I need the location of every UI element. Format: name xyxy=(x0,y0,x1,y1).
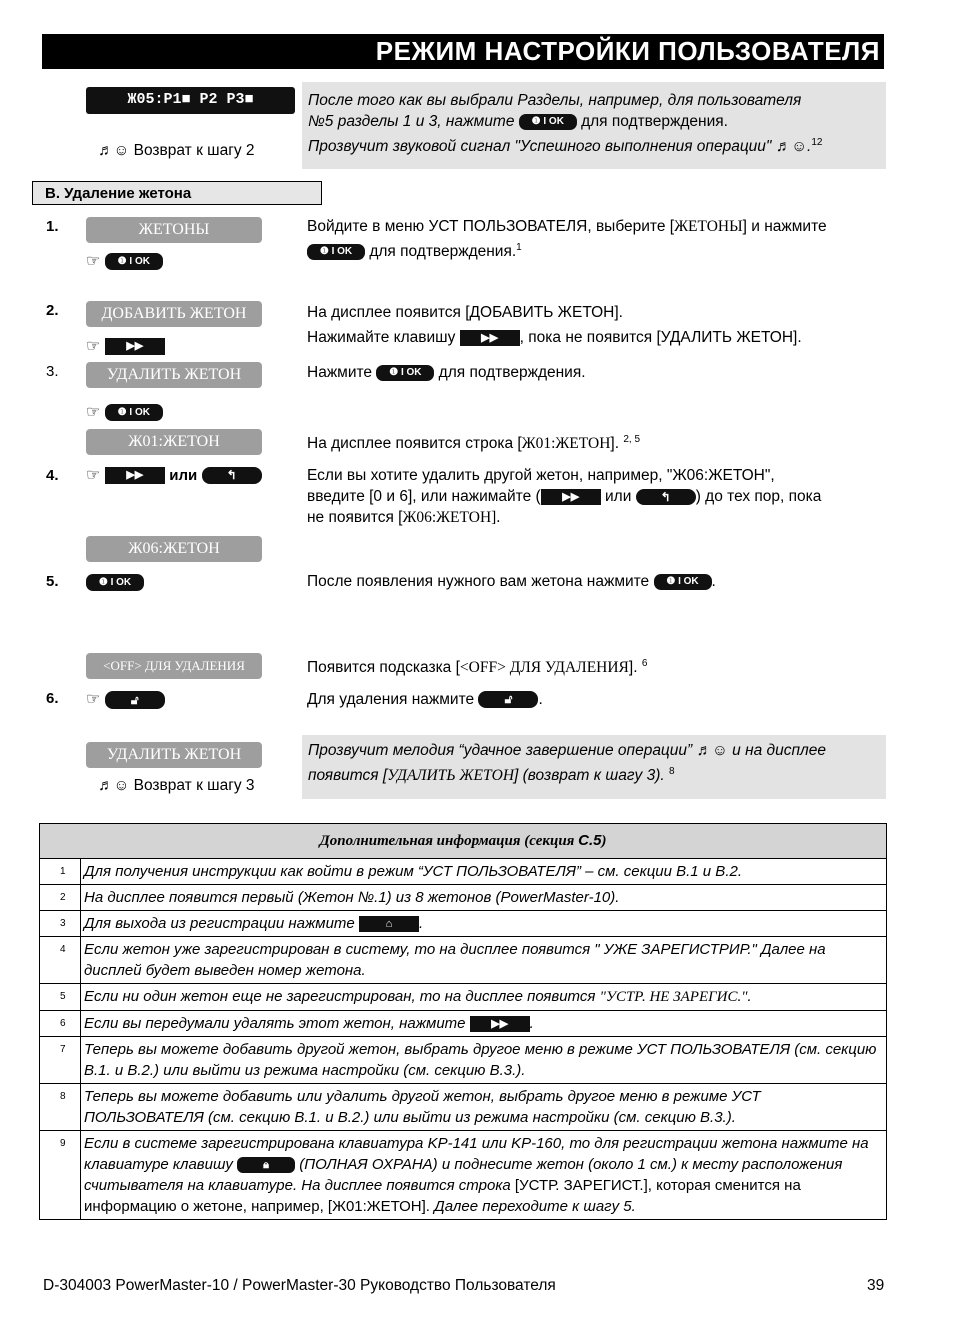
note-number: 3 xyxy=(40,911,81,937)
menu-display: УДАЛИТЬ ЖЕТОН xyxy=(86,362,262,388)
step1-text xyxy=(307,216,887,262)
page-title: РЕЖИМ НАСТРОЙКИ ПОЛЬЗОВАТЕЛЯ xyxy=(42,34,884,69)
note-text xyxy=(81,984,887,1011)
step5-action xyxy=(86,574,144,592)
menu-display: ЖЕТОНЫ xyxy=(86,217,262,243)
section-heading: B. Удаление жетона xyxy=(32,181,322,205)
table-row xyxy=(40,1037,887,1084)
footer-doc-title: D-304003 PowerMaster-10 / PowerMaster-30 Руководство Пользователя xyxy=(43,1277,556,1294)
step-number: 3. xyxy=(46,363,59,380)
ok-button[interactable]: ❶ I OK xyxy=(519,114,577,130)
step3-text-a: Нажмите xyxy=(307,364,373,381)
step3b-text-b: ]. xyxy=(610,435,620,453)
menu-display: УДАЛИТЬ ЖЕТОН xyxy=(86,742,262,768)
step3b-text-menu: Ж01:ЖЕТОН xyxy=(521,435,611,453)
or-label: или xyxy=(169,467,198,484)
back-button[interactable]: ↰ xyxy=(636,489,696,505)
table-row xyxy=(40,885,887,911)
unlock-button[interactable]: 🔓︎ xyxy=(478,691,538,708)
footnote-ref: 8 xyxy=(668,766,675,777)
step1-text-menu: ЖЕТОНЫ xyxy=(674,218,743,235)
step-number: 6. xyxy=(46,690,59,707)
top-note-line3 xyxy=(308,132,886,157)
home-button[interactable]: ⌂ xyxy=(359,916,419,932)
table-row xyxy=(40,911,887,937)
back-button[interactable]: ↰ xyxy=(202,467,262,484)
table-row xyxy=(40,1131,887,1220)
note-text-end: . xyxy=(529,1015,534,1032)
note-text-a: Для выхода из регистрации нажмите xyxy=(84,915,355,932)
forward-button[interactable]: ▶▶ xyxy=(460,330,520,346)
bottom-note-menu: УДАЛИТЬ ЖЕТОН xyxy=(387,767,515,785)
forward-button[interactable]: ▶▶ xyxy=(105,467,165,484)
step-number: 1. xyxy=(46,218,59,235)
step-number: 4. xyxy=(46,467,59,484)
lcd-display: Ж05:P1■ P2 P3■ xyxy=(86,87,295,114)
step1-text-c: для подтверждения. xyxy=(369,243,517,261)
note-text xyxy=(81,1131,887,1220)
unlock-button[interactable]: 🔓︎ xyxy=(105,691,165,709)
step1-text-a: Войдите в меню УСТ ПОЛЬЗОВАТЕЛЯ, выберите [ xyxy=(307,218,675,235)
note-text: Если жетон уже зарегистрирован в систему, то на дисплее появится " УЖЕ ЗАРЕГИСТРИР." Далее на дисплей будет выведен номер жетона. xyxy=(81,937,887,984)
step6-text-end: . xyxy=(538,691,543,708)
table-row xyxy=(40,937,887,984)
note-text-end: . xyxy=(747,988,752,1005)
step4-text-d: не появится [ xyxy=(307,509,403,526)
forward-button[interactable]: ▶▶ xyxy=(541,489,601,505)
step6-text xyxy=(307,689,887,710)
bottom-note-line2-b: ] (возврат к шагу 3). xyxy=(514,767,665,785)
note-text: На дисплее появится первый (Жетон №.1) из 8 жетонов (PowerMaster-10). xyxy=(81,885,887,911)
note-text-b: (ПОЛНАЯ ОХРАНА) и поднесите жетон (около 1 см.) к месту расположения считывателя на клавиатуре. На дисплее появится строка xyxy=(84,1156,843,1194)
press-hand-icon: ☞ xyxy=(86,253,101,270)
step5b-text-b: ]. xyxy=(628,659,638,677)
lock-button[interactable]: 🔒︎ xyxy=(237,1157,295,1173)
step3b-text-a: На дисплее появится строка [ xyxy=(307,435,522,453)
step-number: 2. xyxy=(46,302,59,319)
note-number: 9 xyxy=(40,1131,81,1220)
page-number: 39 xyxy=(867,1277,885,1294)
note-text xyxy=(81,1011,887,1037)
step4-text-line1: Если вы хотите удалить другой жетон, например, "Ж06:ЖЕТОН", xyxy=(307,467,775,484)
step4-action xyxy=(86,465,262,485)
note-text-c: [УСТР. ЗАРЕГИСТ.], которая сменится на информацию о жетоне, например, [Ж01:ЖЕТОН]. xyxy=(84,1177,801,1215)
bottom-note-line2 xyxy=(308,761,886,786)
table-row xyxy=(40,1084,887,1131)
notes-table xyxy=(39,823,887,1220)
step3b-text xyxy=(307,429,887,454)
step4-text-or: или xyxy=(605,488,632,505)
ok-button[interactable]: ❶ I OK xyxy=(105,253,163,270)
step2-text-a: Нажимайте клавишу xyxy=(307,329,456,346)
step4-text xyxy=(307,465,887,528)
footnote-ref: 12 xyxy=(811,137,823,148)
table-row xyxy=(40,859,887,885)
step5b-text xyxy=(307,653,887,678)
step1-action xyxy=(86,251,163,271)
menu-display: <OFF> ДЛЯ УДАЛЕНИЯ xyxy=(86,653,262,679)
notes-header xyxy=(40,824,887,859)
note-number: 2 xyxy=(40,885,81,911)
note-number: 4 xyxy=(40,937,81,984)
note-number: 7 xyxy=(40,1037,81,1084)
press-hand-icon: ☞ xyxy=(86,338,101,355)
footnote-ref: 6 xyxy=(641,658,648,669)
step5-text-a: После появления нужного вам жетона нажмите xyxy=(307,573,650,590)
step-number: 5. xyxy=(46,573,59,590)
back-to-step-text: ♬☺ Возврат к шагу 2 xyxy=(98,142,255,159)
step2-text xyxy=(307,300,887,350)
step2-text-line1: На дисплее появится [ДОБАВИТЬ ЖЕТОН]. xyxy=(307,304,623,321)
note-text-end: . xyxy=(418,915,424,932)
note-text: Теперь вы можете добавить или удалить другой жетон, выбрать другое меню в режиме УСТ ПОЛЬЗОВАТЕЛЯ (см. секцию B.1. и B.2.) или выйти из режима настройки (см. секцию B.3.). xyxy=(81,1084,887,1131)
notes-header-a: Дополнительная информация (секция xyxy=(319,833,579,849)
step4-text-c: ) до тех пор, пока xyxy=(695,488,822,505)
note-number: 1 xyxy=(40,859,81,885)
step3-action xyxy=(86,402,163,422)
ok-button[interactable]: ❶ I OK xyxy=(654,574,712,590)
menu-display: Ж01:ЖЕТОН xyxy=(86,429,262,455)
press-hand-icon: ☞ xyxy=(86,404,101,421)
menu-display: Ж06:ЖЕТОН xyxy=(86,536,262,562)
top-note xyxy=(302,82,886,169)
bottom-note xyxy=(302,735,886,799)
note-text: Теперь вы можете добавить другой жетон, выбрать другое меню в режиме УСТ ПОЛЬЗОВАТЕЛЯ (см. секцию B.1. и B.2.) или выйти из режима настройки (см. секцию B.3.). xyxy=(81,1037,887,1084)
note-text-a: Если ни один жетон еще не зарегистрирован, то на дисплее появится xyxy=(84,988,600,1005)
table-row xyxy=(40,984,887,1011)
press-hand-icon: ☞ xyxy=(86,691,101,708)
back-to-step-text: ♬☺ Возврат к шагу 3 xyxy=(98,777,255,794)
note-text-a: Если в системе зарегистрирована клавиатура KP-141 или KP-160, то для регистрации жетона нажмите на клавиатуре клавишу xyxy=(84,1135,869,1173)
step5-text xyxy=(307,571,887,592)
step5b-text-menu: <OFF> ДЛЯ УДАЛЕНИЯ xyxy=(459,659,629,677)
top-note-line2-b: для подтверждения. xyxy=(581,113,728,130)
step2-text-b: , пока не появится [УДАЛИТЬ ЖЕТОН]. xyxy=(519,329,802,346)
step2-action xyxy=(86,336,165,356)
step6-text-a: Для удаления нажмите xyxy=(307,691,475,708)
press-hand-icon: ☞ xyxy=(86,467,101,484)
note-text xyxy=(81,911,887,937)
step2-text-line2 xyxy=(307,325,887,350)
top-note-line1: После того как вы выбрали Разделы, например, для пользователя xyxy=(308,92,802,109)
menu-display: ДОБАВИТЬ ЖЕТОН xyxy=(86,301,262,327)
top-note-line2-a: №5 разделы 1 и 3, нажмите xyxy=(308,113,515,130)
step4-text-a: введите [0 и 6], или нажимайте ( xyxy=(307,488,541,505)
step5b-text-a: Появится подсказка [ xyxy=(307,659,460,677)
note-number: 6 xyxy=(40,1011,81,1037)
step4-text-e: ]. xyxy=(491,509,501,526)
step1-text-b: ] и нажмите xyxy=(742,218,827,235)
step5-text-end: . xyxy=(711,573,716,590)
note-number: 8 xyxy=(40,1084,81,1131)
footnote-ref: 2, 5 xyxy=(623,434,641,445)
note-number: 5 xyxy=(40,984,81,1011)
step4-text-line3 xyxy=(307,507,887,528)
note-text: Для получения инструкции как войти в режим “УСТ ПОЛЬЗОВАТЕЛЯ” – см. секции B.1 и B.2. xyxy=(81,859,887,885)
footnote-ref: 1 xyxy=(516,242,522,253)
bottom-note-line2-a: появится [ xyxy=(308,767,388,785)
forward-button[interactable]: ▶▶ xyxy=(470,1016,530,1032)
step6-action xyxy=(86,689,165,709)
table-row xyxy=(40,1011,887,1037)
step4-text-line2 xyxy=(307,486,887,507)
note-lcd-text: "УСТР. НЕ ЗАРЕГИС." xyxy=(599,989,748,1005)
note-text-d: Далее переходите к шагу 5. xyxy=(434,1198,636,1215)
top-note-line3-text: Прозвучит звуковой сигнал "Успешного выполнения операции" ♬☺. xyxy=(308,138,812,156)
step3-text-b: для подтверждения. xyxy=(438,364,586,381)
notes-header-b: C.5 xyxy=(578,832,602,849)
notes-header-row xyxy=(40,824,887,859)
ok-button[interactable]: ❶ I OK xyxy=(307,244,365,260)
ok-button[interactable]: ❶ I OK xyxy=(105,404,163,421)
ok-button[interactable]: ❶ I OK xyxy=(86,574,144,591)
ok-button[interactable]: ❶ I OK xyxy=(376,365,434,381)
top-note-line2 xyxy=(308,111,886,132)
step3-text xyxy=(307,362,887,383)
notes-header-c: ) xyxy=(601,833,607,849)
forward-button[interactable]: ▶▶ xyxy=(105,338,165,355)
note-text-a: Если вы передумали удалять этот жетон, нажмите xyxy=(84,1015,466,1032)
step4-text-menu: Ж06:ЖЕТОН xyxy=(402,509,492,526)
bottom-note-line1: Прозвучит мелодия “удачное завершение операции” ♬☺ и на дисплее xyxy=(308,742,826,759)
